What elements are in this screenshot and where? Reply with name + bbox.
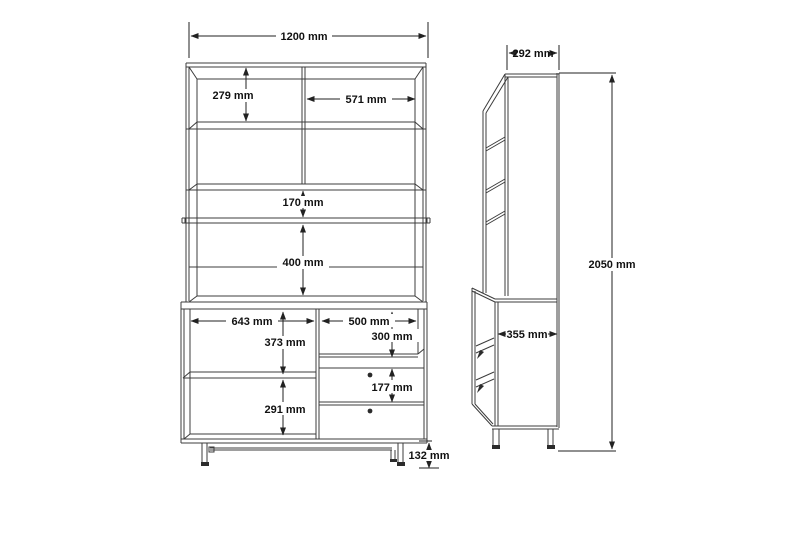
dim-label-500: 500 mm [348, 316, 390, 328]
drawer-pull-arrow [477, 350, 484, 359]
leg-foot [397, 462, 405, 466]
drawer-knob-bottom [368, 409, 373, 414]
side-base-outline [472, 288, 559, 429]
dim-label-291: 291 mm [264, 404, 306, 416]
leg-foot [390, 459, 397, 462]
dim-label-300: 300 mm [371, 331, 413, 343]
drawer-knob-top [368, 373, 373, 378]
side-legs [493, 429, 553, 446]
front-view [181, 22, 452, 468]
dim-label-132: 132 mm [408, 450, 450, 462]
front-legs [202, 443, 403, 463]
leg-foot [201, 462, 209, 466]
dim-label-177: 177 mm [371, 382, 413, 394]
drawer-pull-arrow [477, 384, 484, 393]
dim-label-279: 279 mm [212, 90, 254, 102]
dim-label-355: 355 mm [506, 329, 548, 341]
side-upper-outline [483, 73, 559, 428]
front-hutch-shelves [182, 122, 430, 302]
dim-label-400: 400 mm [282, 257, 324, 269]
side-view [472, 45, 639, 451]
dim-extension-lines [189, 22, 439, 468]
leg-foot [492, 445, 500, 449]
dim-label-overall-width: 1200 mm [280, 31, 328, 43]
dim-label-2050: 2050 mm [588, 259, 636, 271]
dim-label-292: 292 mm [512, 48, 554, 60]
dim-label-373: 373 mm [264, 337, 306, 349]
dim-label-170: 170 mm [282, 197, 324, 209]
dim-label-571: 571 mm [345, 94, 387, 106]
side-shelf-edges [486, 137, 505, 225]
dim-label-643: 643 mm [231, 316, 273, 328]
leg-foot [547, 445, 555, 449]
front-base-shelves [183, 349, 424, 439]
side-drawer-edges [476, 338, 494, 387]
